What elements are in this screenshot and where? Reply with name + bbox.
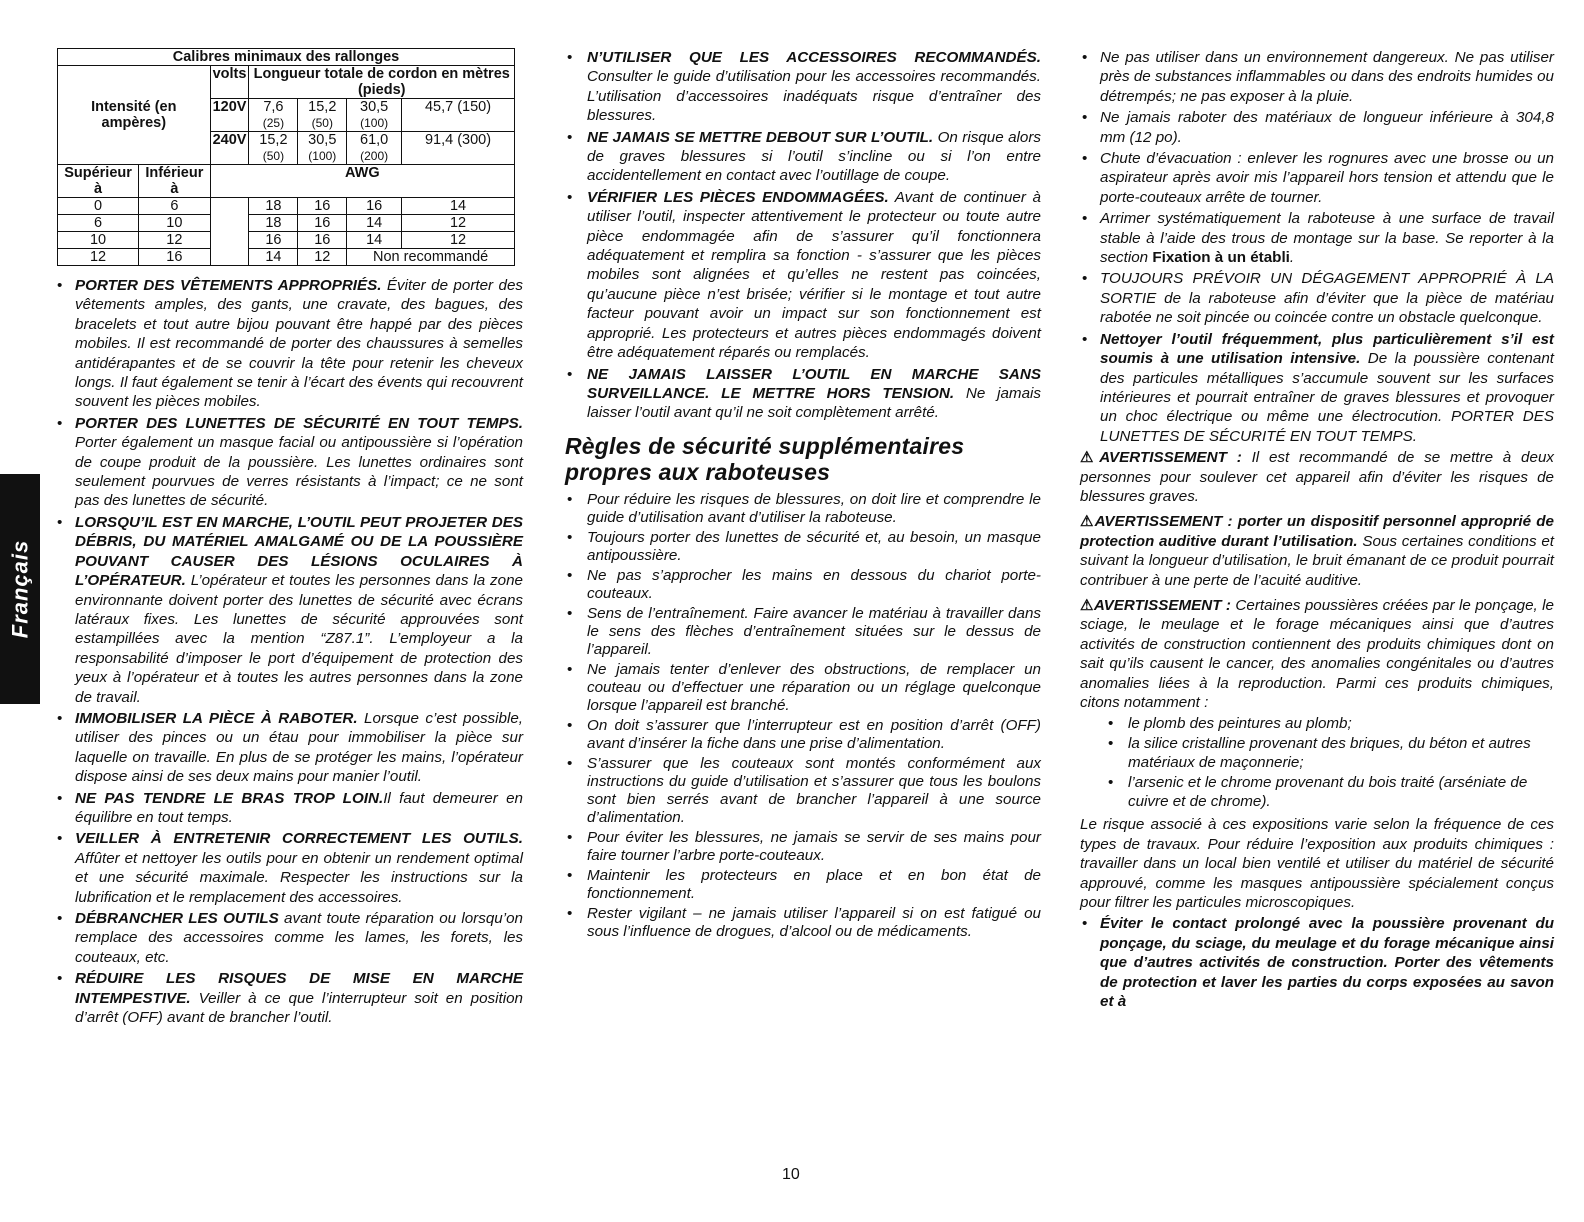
len-120-d: 45,7 (150) [402, 99, 515, 132]
intensity-header: Intensité (en ampères) [58, 66, 211, 165]
warning-lifting: ⚠AVERTISSEMENT : Il est recommandé de se mettre à deux personnes pour soulever cet appareil afin d’éviter les risques de blessures graves. [1080, 449, 1554, 505]
risk-paragraph: Le risque associé à ces expositions varie selon la fréquence de ces types de travaux. Pour réduire l’exposition aux produits chimiques : travailler dans un local bien ventilé et utiliser du matériel de sécurité approuvé, comme les masques antipoussière spécialement conçus pour filtrer les particules microscopiques. [1080, 816, 1554, 912]
list-item: • Toujours porter des lunettes de sécurité et, au besoin, un masque antipoussière. [567, 528, 1041, 564]
list-item: • Ne jamais raboter des matériaux de longueur inférieure à 304,8 mm (12 po). [1082, 109, 1554, 146]
warning-icon: ⚠ [1080, 449, 1100, 467]
page-number: 10 [782, 1166, 800, 1183]
table-row: 6 10 18 16 14 12 [58, 215, 515, 232]
list-item: • Pour réduire les risques de blessures, on doit lire et comprendre le guide d’utilisation avant d’utiliser la raboteuse. [567, 490, 1041, 526]
length-header: Longueur totale de cordon en mètres (pieds) [249, 66, 515, 99]
volts-120: 120V [210, 99, 249, 132]
list-item: • LORSQU’IL EST EN MARCHE, L’OUTIL PEUT PROJETER DES DÉBRIS, DU MATÉRIEL AMALGAMÉ OU DE LA POUSSIÈRE POUVANT CAUSER DES LÉSIONS OCULAIRES À L’OPÉRATEUR. L’opérateur et toutes les personnes dans la zone environnante doivent porter des lunettes de sécurité avec écrans latéraux fixes. Les lunettes de sécurité approuvées sont estampillées avec la mention “Z87.1”. L’employeur a la responsabilité d’imposer le port d’équipement de protection des yeux à l’opérateur et à toutes les autres personnes dans la zone de travail. [57, 513, 523, 706]
len-120-a: 7,6 (25) [249, 99, 298, 132]
awg-header: AWG [210, 165, 514, 198]
list-item: • Arrimer systématiquement la raboteuse à une surface de travail stable à l’aide des trous de montage sur la base. Se reporter à la section Fixation à un établi. [1082, 210, 1554, 267]
len-240-d: 91,4 (300) [402, 132, 515, 165]
warning-icon: ⚠ [1080, 596, 1094, 614]
sup-header: Supérieur à [58, 165, 139, 198]
warning-dust: ⚠AVERTISSEMENT : Certaines poussières créées par le ponçage, le sciage, le meulage et le forage mécaniques ainsi que d’autres activités de construction contiennent des produits chimiques dont on sait qu’ils causent le cancer, des anomalies congénitales ou d’autres anomalies liées à la reproduction. Parmi ces produits chimiques, citons notamment : [1080, 596, 1555, 711]
list-item: • IMMOBILISER LA PIÈCE À RABOTER. Lorsque c’est possible, utiliser des pinces ou un étau pour immobiliser la pièce sur laquelle on travaille. En plus de se protéger les mains, l’opérateur dispose ainsi de ses deux mains pour manier l’outil. [57, 709, 523, 786]
len-120-c: 30,5 (100) [347, 99, 402, 132]
list-item: • Éviter le contact prolongé avec la poussière provenant du ponçage, du sciage, du meulage et du forage mécanique ainsi que d’autres activités de construction. Porter des vêtements de protection et laver les parties du corps exposées au savon et à [1082, 915, 1554, 1011]
list-item: • RÉDUIRE LES RISQUES DE MISE EN MARCHE INTEMPESTIVE. Veiller à ce que l’interrupteur soit en position d’arrêt (OFF) avant de brancher l’outil. [57, 970, 523, 1027]
language-tab [0, 474, 40, 704]
list-item: • On doit s’assurer que l’interrupteur est en position d’arrêt (OFF) avant d’insérer la fiche dans une prise d’alimentation. [567, 716, 1041, 752]
list-item: • la silice cristalline provenant des briques, du béton et autres matériaux de maçonnerie; [1108, 734, 1531, 772]
list-item: • Rester vigilant – ne jamais utiliser l’appareil si on est fatigué ou sous l’influence de drogues, d’alcool ou de médicaments. [567, 904, 1041, 940]
list-item: • Chute d’évacuation : enlever les rognures avec une brosse ou un aspirateur après avoir mis l’appareil hors tension et attendu que le porte-couteaux arrête de tourner. [1082, 150, 1554, 206]
list-item: • Maintenir les protecteurs en place et en bon état de fonctionnement. [567, 866, 1041, 902]
table-row: 12 16 14 12 Non recommandé [58, 249, 515, 266]
list-item: • Pour éviter les blessures, ne jamais se servir de ses mains pour faire tourner l’arbre porte-couteaux. [567, 828, 1041, 864]
volts-240: 240V [210, 132, 249, 165]
list-item: • VEILLER À ENTRETENIR CORRECTEMENT LES OUTILS. Affûter et nettoyer les outils pour en obtenir un rendement optimal et une sécurité maximale. Respecter les instructions sur la lubrification et le remplacement des accessoires. [57, 830, 523, 906]
inf-header: Inférieur à [139, 165, 210, 198]
table-row: 10 12 16 16 14 12 [58, 232, 515, 249]
list-item: • NE PAS TENDRE LE BRAS TROP LOIN.Il faut demeurer en équilibre en tout temps. [57, 789, 523, 826]
list-item: • l’arsenic et le chrome provenant du bois traité (arséniate de cuivre et de chrome). [1108, 773, 1528, 811]
list-item: • Ne pas s’approcher les mains en dessous du chariot porte-couteaux. [567, 566, 1041, 602]
column-3 [1080, 48, 1554, 1014]
column-1 [55, 48, 523, 1029]
extension-cord-table [57, 48, 515, 266]
language-tab-label: Français [7, 539, 32, 639]
col1-bullets [55, 276, 523, 1027]
list-item: • Sens de l’entraînement. Faire avancer le matériau à travailler dans le sens des flèches d’entraînement situées sur le dessus de l’appareil. [567, 604, 1041, 658]
len-240-b: 30,5 (100) [298, 132, 347, 165]
list-item: • le plomb des peintures au plomb; [1108, 715, 1352, 733]
list-item: • Ne jamais tenter d’enlever des obstructions, de remplacer un couteau ou d’effectuer une réparation ou un réglage quelconque lorsque l’appareil est branché. [567, 660, 1041, 714]
column-2 [565, 48, 1041, 943]
list-item: • VÉRIFIER LES PIÈCES ENDOMMAGÉES. Avant de continuer à utiliser l’outil, inspecter attentivement le protecteur ou toute autre pièce endommagée afin de s’assurer qu’il fonctionnera adéquatement et remplira sa fonction - s’assurer que les pièces mobiles sont alignées et qu’elles ne restent pas coincées, qu’aucune pièce n’est brisée; vérifier si le montage et tout autre facteur pouvant avoir un impact sur son fonctionnement est approprié. Les protecteurs et autres pièces endommagés doivent être adéquatement réparés ou remplacés. [567, 188, 1041, 362]
table-title: Calibres minimaux des rallonges [58, 49, 515, 66]
len-240-c: 61,0 (200) [347, 132, 402, 165]
volts-header: volts [210, 66, 249, 99]
list-item: • PORTER DES VÊTEMENTS APPROPRIÉS. Éviter de porter des vêtements amples, des gants, une cravate, des bagues, des bracelets et tout autre bijou pouvant être happé par des pièces mobiles. Il est recommandé de porter des chaussures à semelles antidérapantes et de se couvrir la tête pour retenir les cheveux longs. Il faut également se tenir à l’écart des évents qui recouvrent souvent les pièces mobiles. [57, 277, 523, 411]
len-120-b: 15,2 (50) [298, 99, 347, 132]
list-item: • NE JAMAIS SE METTRE DEBOUT SUR L’OUTIL. On risque alors de graves blessures si l’outil s’incline ou si l’on entre accidentellement en contact avec l’outillage de coupe. [567, 128, 1041, 185]
list-item: • PORTER DES LUNETTES DE SÉCURITÉ EN TOUT TEMPS. Porter également un masque facial ou antipoussière si l’opération de coupe produit de la poussière. Les lunettes ordinaires sont seulement pourvues de verres résistants à l’impact; ce ne sont pas des lunettes de sécurité. [57, 414, 523, 510]
list-item: • N’UTILISER QUE LES ACCESSOIRES RECOMMANDÉS. Consulter le guide d’utilisation pour les accessoires recommandés. L’utilisation d’accessoires inadéquats risque d’entraîner des blessures. [567, 49, 1041, 125]
list-item: • NE JAMAIS LAISSER L’OUTIL EN MARCHE SANS SURVEILLANCE. LE METTRE HORS TENSION. Ne jamais laisser l’outil avant qu’il ne soit complètement arrêté. [567, 365, 1041, 422]
list-item: • DÉBRANCHER LES OUTILS avant toute réparation ou lorsqu’on remplace des accessoires comme les lames, les forets, les couteaux, etc. [57, 910, 523, 966]
list-item: • S’assurer que les couteaux sont montés conformément aux instructions du guide d’utilisation et s’assurer que tous les boulons sont bien serrés avant de brancher l’appareil à une source d’alimentation. [567, 754, 1041, 826]
list-item: • Ne pas utiliser dans un environnement dangereux. Ne pas utiliser près de substances inflammables ou dans des endroits humides ou détrempés; ne pas exposer à la pluie. [1082, 49, 1554, 105]
list-item: • TOUJOURS PRÉVOIR UN DÉGAGEMENT APPROPRIÉ À LA SORTIE de la raboteuse afin d’éviter que la pièce de matériau rabotée ne soit pincée ou coincée contre un obstacle quelconque. [1082, 270, 1554, 327]
warning-icon: ⚠ [1080, 513, 1095, 531]
list-item: • Nettoyer l’outil fréquemment, plus particulièrement s’il est soumis à une utilisation intensive. De la poussière contenant des particules métalliques s’accumule souvent sur les surfaces intérieures et pourrait entraîner de graves blessures et provoquer un choc électrique ou même une électrocution. PORTER DES LUNETTES DE SÉCURITÉ EN TOUT TEMPS. [1082, 330, 1554, 445]
section-heading: Règles de sécurité supplémentaires propres aux raboteuses [565, 432, 965, 485]
warning-hearing: ⚠AVERTISSEMENT : porter un dispositif personnel approprié de protection auditive durant l’utilisation. Sous certaines conditions et suivant la longueur d’utilisation, le bruit émanant de ce produit pourrait contribuer à une perte de l’acuité auditive. [1080, 513, 1554, 589]
table-row: 0 6 18 16 16 14 [58, 198, 515, 215]
len-240-a: 15,2 (50) [249, 132, 298, 165]
